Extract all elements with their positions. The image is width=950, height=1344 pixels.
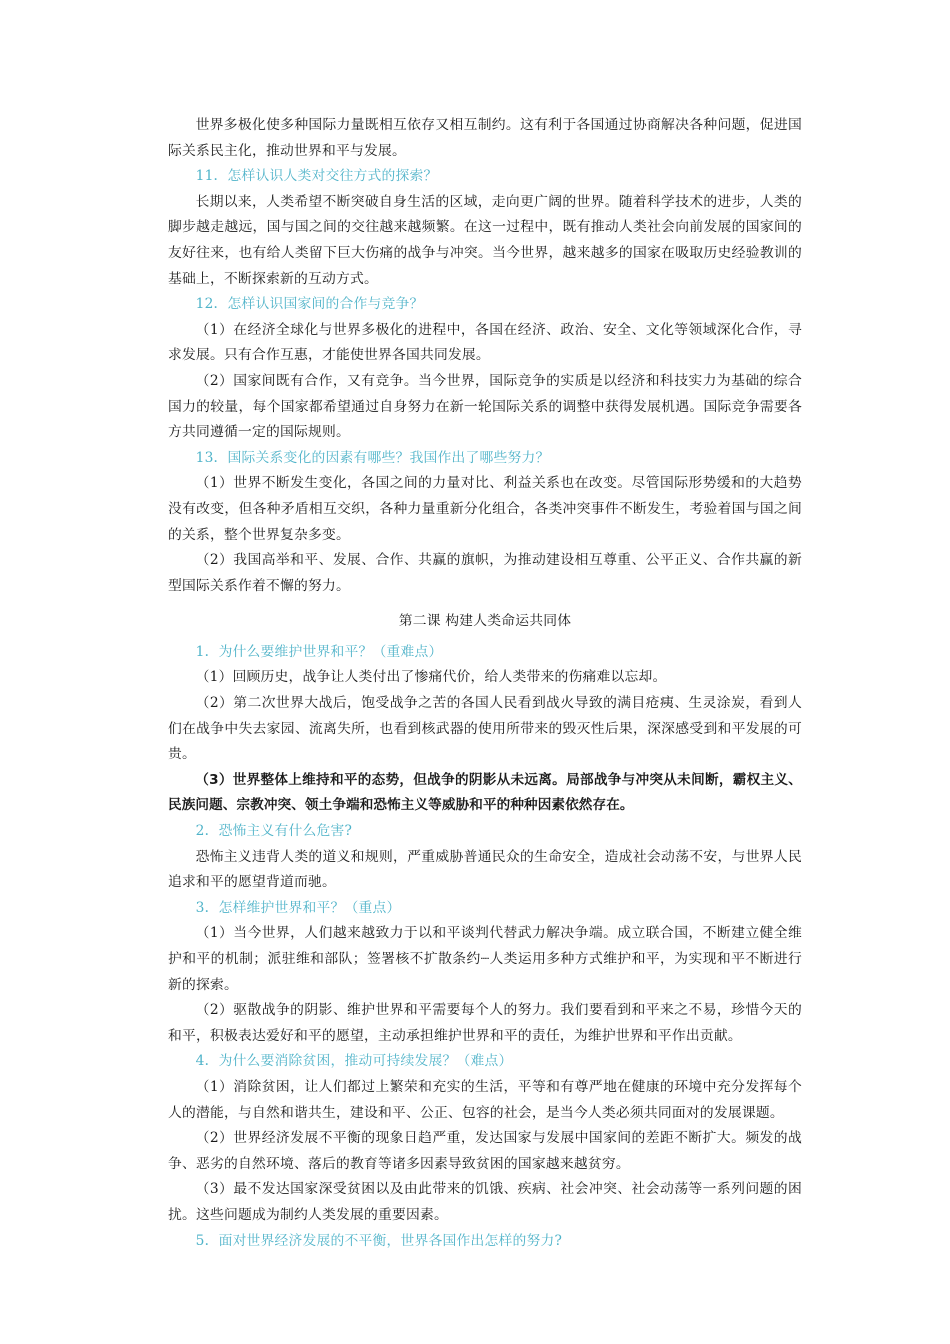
- paragraph-cooperation-1: （1）在经济全球化与世界多极化的进程中，各国在经济、政治、安全、文化等领域深化合作，寻求发展。只有合作互惠，才能使世界各国共同发展。: [168, 321, 802, 364]
- paragraph-multipolarity: 世界多极化使多种国际力量既相互依存又相互制约。这有利于各国通过协商解决各种问题，促进国际关系民主化，推动世界和平与发展。: [168, 117, 802, 159]
- question-5-heading: 5．面对世界经济发展的不平衡，世界各国作出怎样的努力?: [195, 1232, 563, 1249]
- paragraph-peace-threats-3: （3）世界整体上维持和平的态势，但战争的阴影从未远离。局部战争与冲突从未间断，霸权主义、民族问题、宗教冲突、领土争端和恐怖主义等威胁和平的种种因素依然存在。: [168, 771, 802, 814]
- question-4-heading: 4．为什么要消除贫困，推动可持续发展？（难点）: [195, 1053, 513, 1070]
- paragraph-competition-2: （2）国家间既有合作，又有竞争。当今世界，国际竞争的实质是以经济和科技实力为基础的综合国力的较量，每个国家都希望通过自身努力在新一轮国际关系的调整中获得发展机遇。国际竞争需要各方共同遵循一定的国际规则。: [168, 372, 802, 441]
- paragraph-peace-history-1: （1）回顾历史，战争让人类付出了惨痛代价，给人类带来的伤痛难以忘却。: [195, 669, 667, 686]
- paragraph-poverty-2: （2）世界经济发展不平衡的现象日趋严重，发达国家与发展中国家间的差距不断扩大。频发的战争、恶劣的自然环境、落后的教育等诸多因素导致贫困的国家越来越贫穷。: [168, 1130, 802, 1172]
- paragraph-peace-wwii-2: （2）第二次世界大战后，饱受战争之苦的各国人民看到战火导致的满目疮痍、生灵涂炭，看到人们在战争中失去家园、流离失所，也看到核武器的使用所带来的毁灭性后果，深深感受到和平发展的可贵。: [168, 695, 802, 763]
- paragraph-maintain-peace-2: （2）驱散战争的阴影、维护世界和平需要每个人的努力。我们要看到和平来之不易，珍惜今天的和平，积极表达爱好和平的愿望，主动承担维护世界和平的责任，为维护世界和平作出贡献。: [168, 1002, 802, 1044]
- paragraph-exchange-exploration: 长期以来，人类希望不断突破自身生活的区域，走向更广阔的世界。随着科学技术的进步，人类的脚步越走越远，国与国之间的交往越来越频繁。在这一过程中，既有推动人类社会向前发展的国家间的友好往来，也有给人类留下巨大伤痛的战争与冲突。当今世界，越来越多的国家在吸取历史经验教训的基础上，不断探索新的互动方式。: [168, 193, 802, 287]
- paragraph-china-efforts-2: （2）我国高举和平、发展、合作、共赢的旗帜，为推动建设相互尊重、公平正义、合作共赢的新型国际关系作着不懈的努力。: [168, 552, 802, 594]
- question-1-heading: 1．为什么要维护世界和平？（重难点）: [195, 643, 443, 660]
- question-12-heading: 12．怎样认识国家间的合作与竞争？: [195, 296, 424, 313]
- question-3-heading: 3．怎样维护世界和平？（重点）: [195, 899, 401, 916]
- question-13-heading: 13．国际关系变化的因素有哪些？我国作出了哪些努力？: [195, 449, 550, 466]
- paragraph-poverty-1: （1）消除贫困，让人们都过上繁荣和充实的生活，平等和有尊严地在健康的环境中充分发挥每个人的潜能，与自然和谐共生，建设和平、公正、包容的社会，是当今人类必须共同面对的发展课题。: [168, 1078, 802, 1121]
- paragraph-terrorism-harm: 恐怖主义违背人类的道义和规则，严重威胁普通民众的生命安全，造成社会动荡不安，与世界人民追求和平的愿望背道而驰。: [168, 848, 802, 891]
- paragraph-poverty-3: （3）最不发达国家深受贫困以及由此带来的饥饿、疾病、社会冲突、社会动荡等一系列问题的困扰。这些问题成为制约人类发展的重要因素。: [168, 1181, 802, 1223]
- lesson-2-title: 第二课 构建人类命运共同体: [398, 613, 572, 630]
- paragraph-maintain-peace-1: （1）当今世界，人们越来越致力于以和平谈判代替武力解决争端。成立联合国，不断建立健全维护和平的机制；派驻维和部队；签署核不扩散条约┈人类运用多种方式维护和平，为实现和平不断进行新的探索。: [168, 925, 802, 993]
- question-2-heading: 2．恐怖主义有什么危害?: [195, 823, 353, 840]
- question-11-heading: 11．怎样认识人类对交往方式的探索？: [195, 168, 438, 185]
- paragraph-relations-change-1: （1）世界不断发生变化，各国之间的力量对比、利益关系也在改变。尽管国际形势缓和的大趋势没有改变，但各种矛盾相互交织，各种力量重新分化组合，各类冲突事件不断发生，考验着国与国之间的关系，整个世界复杂多变。: [168, 475, 802, 543]
